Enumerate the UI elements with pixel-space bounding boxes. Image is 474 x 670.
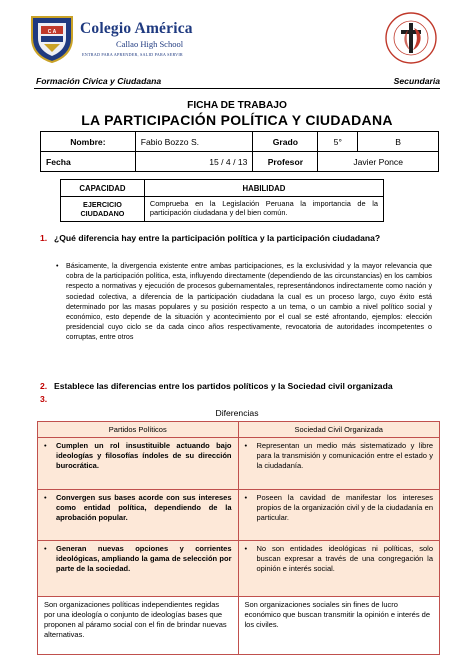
bullet-icon: • (244, 441, 248, 450)
diff-text: No son entidades ideológicas ni políticas, solo buscan expresar a través de una congregación la opinión e interés social. (256, 544, 433, 573)
capacidad-line-2: CIUDADANO (80, 209, 125, 218)
worksheet-title: FICHA DE TRABAJO (187, 100, 287, 111)
diff-cell (38, 438, 239, 490)
page-header (0, 0, 474, 92)
diff-cell (38, 490, 239, 541)
bullet-icon: • (56, 262, 59, 270)
school-name-block (80, 20, 193, 57)
diff-cell (38, 541, 239, 597)
sociedad-header: Sociedad Civil Organizada (238, 422, 440, 438)
answer-text: Básicamente, la divergencia existente entre ambas participaciones, es la exclusividad y la mayor relevancia que cobra de la participación política, esta, influyendo directamente (dependiendo de las circunstancias) en los cambios respecto a normativas y ejecución de procesos gubernamentales, representándonos indirectamente como nación y sociedad colectiva, a diferencia de la participación ciudadana la cual es un proceso largo, cuyo éxito está determinado por las masas populares y su posición respecto a un tema, o un cambio a nivel político social y económico, esto depende de la situación y acontecimiento por el cual se esté afrontando, ejemplos: elección presidencial cuyo ciclo se da cada cinco años respectivamente, revocatoria de autoridades incompetentes o corruptas, entre otros (66, 262, 432, 342)
diff-text: Generan nuevas opciones y corrientes ideológicas, ampliando la gama de selección por parte de la sociedad. (56, 544, 232, 573)
grado-label: Grado (253, 132, 318, 152)
diferencias-table (37, 421, 440, 655)
table-row (38, 422, 440, 438)
subject-label: Formación Cívica y Ciudadana (36, 76, 162, 86)
bullet-icon: • (244, 493, 248, 502)
capacidad-header: CAPACIDAD (61, 180, 145, 197)
school-name: Colegio América (80, 20, 193, 37)
diff-cell (238, 541, 440, 597)
question-2 (40, 381, 393, 391)
diff-text: Cumplen un rol insustituible actuando bajo ideologías y filosofías índoles de su dirección burocrática. (56, 441, 232, 470)
question-number: 1. (40, 233, 48, 243)
question-3 (40, 394, 54, 404)
diff-text: Convergen sus bases acorde con sus intereses como entidad política, dependiendo de la aprobación popular. (56, 493, 232, 522)
diff-cell (238, 438, 440, 490)
table-row (38, 438, 440, 490)
bullet-icon: • (44, 493, 47, 502)
nombre-label: Nombre: (41, 132, 136, 152)
school-motto: ENTRAD PARA APRENDER, SALID PARA SERVIR (82, 52, 183, 57)
answer-1 (54, 261, 432, 343)
habilidad-header: HABILIDAD (144, 180, 383, 197)
capacidad-line-1: EJERCICIO (83, 200, 122, 209)
question-number: 2. (40, 381, 48, 391)
diff-text: Poseen la cavidad de manifestar los intereses propios de la organización civil y de la ciudadanía en particular. (256, 493, 433, 522)
habilidad-value: Comprueba en la Legislación Peruana la importancia de la participación ciudadana y del bien común. (144, 197, 383, 222)
bullet-icon: • (44, 441, 47, 450)
level-label: Secundaria (393, 76, 440, 86)
diferencias-caption: Diferencias (215, 408, 259, 418)
capacidad-value (61, 197, 145, 222)
profesor-value: Javier Ponce (318, 152, 439, 172)
question-text: ¿Qué diferencia hay entre la participación política y la participación ciudadana? (54, 233, 381, 243)
summary-right: Son organizaciones sociales sin fines de lucro económico que buscan transmitir la opinión e interés de los civiles. (238, 597, 440, 655)
diff-text: Representan un medio más sistematizado y libre para la transmisión y comunicación entre el estado y la ciudadanía. (256, 441, 433, 470)
school-crest-icon (30, 14, 74, 64)
table-row (38, 490, 440, 541)
svg-text:C A: C A (47, 29, 57, 35)
table-row (61, 197, 384, 222)
header-divider (34, 88, 440, 89)
student-info-table (40, 131, 439, 172)
capacidad-table (60, 179, 384, 222)
diff-cell (238, 490, 440, 541)
bullet-icon: • (44, 544, 47, 553)
table-row (41, 152, 439, 172)
profesor-label: Profesor (253, 152, 318, 172)
summary-left: Son organizaciones políticas independientes regidas por una ideología o conjunto de ideologías bases que proponen al páramo social con el fin de brindar nuevas alternativas. (38, 597, 239, 655)
bullet-icon: • (244, 544, 248, 553)
fecha-value: 15 / 4 / 13 (135, 152, 253, 172)
seccion-value: B (358, 132, 439, 152)
fecha-label: Fecha (41, 152, 136, 172)
school-subtitle: Callao High School (116, 39, 184, 49)
table-row (38, 541, 440, 597)
nombre-value: Fabio Bozzo S. (135, 132, 253, 152)
grado-value: 5° (318, 132, 358, 152)
table-row (61, 180, 384, 197)
question-1 (40, 233, 380, 243)
question-text: Establece las diferencias entre los partidos políticos y la Sociedad civil organizada (54, 381, 393, 391)
partidos-header: Partidos Políticos (38, 422, 239, 438)
table-row (38, 597, 440, 655)
table-row (41, 132, 439, 152)
church-seal-icon (384, 8, 438, 70)
worksheet-topic: LA PARTICIPACIÓN POLÍTICA Y CIUDADANA (81, 112, 393, 128)
question-number: 3. (40, 394, 48, 404)
